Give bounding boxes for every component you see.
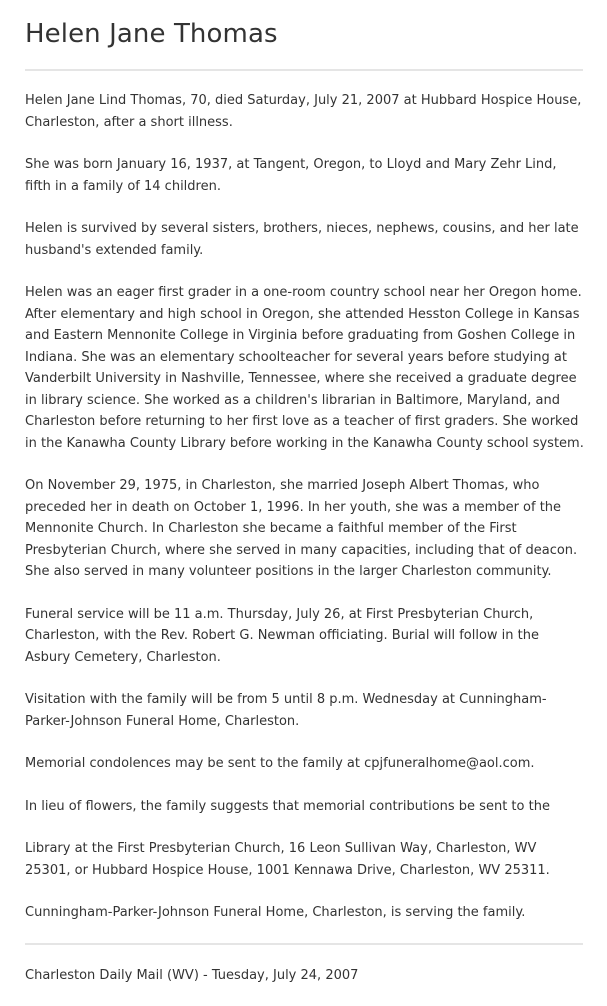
footer-divider [25, 943, 583, 945]
paragraph-education-career: Helen was an eager first grader in a one-room country school near her Oregon home. After elementary and high school in Oregon, she attended Hesston College in Kansas and Eastern Mennonite College in Virginia before graduating from Goshen College in Indiana. She was an elementary schoolteacher for several years before studying at Vanderbilt University in Nashville, Tennessee, where she received a graduate degree in library science. She worked as a children's librarian in Baltimore, Maryland, and Charleston before returning to her first love as a teacher of first graders. She worked in the Kanawha County Library before working in the Kanawha County school system. [25, 285, 584, 451]
paragraph-funeral-service: Funeral service will be 11 a.m. Thursday, July 26, at First Presbyterian Church, Charleston, with the Rev. Robert G. Newman officiating. Burial will follow in the Asbury Cemetery, Charleston. [25, 606, 539, 665]
paragraph-survivors: Helen is survived by several sisters, brothers, nieces, nephews, cousins, and her late husband's extended family. [25, 221, 579, 258]
paragraph-condolences: Memorial condolences may be sent to the family at cpjfuneralhome@aol.com. [25, 756, 535, 771]
title-divider [25, 69, 583, 71]
paragraph-marriage-church: On November 29, 1975, in Charleston, she married Joseph Albert Thomas, who preceded her in death on October 1, 1996. In her youth, she was a member of the Mennonite Church. In Charleston she became a faithful member of the First Presbyterian Church, where she served in many capacities, including that of deacon. She also served in many volunteer positions in the larger Charleston community. [25, 478, 578, 579]
paragraph-visitation: Visitation with the family will be from 5 until 8 p.m. Wednesday at Cunningham-Parker-Johnson Funeral Home, Charleston. [25, 692, 547, 729]
obituary-body [25, 90, 585, 945]
paragraph-funeral-home: Cunningham-Parker-Johnson Funeral Home, Charleston, is serving the family. [25, 905, 526, 920]
paragraph-memorial-addresses: Library at the First Presbyterian Church, 16 Leon Sullivan Way, Charleston, WV 25301, or Hubbard Hospice House, 1001 Kennawa Drive, Charleston, WV 25311. [25, 841, 550, 878]
page-title: Helen Jane Thomas [25, 19, 278, 49]
paragraph-in-lieu-of-flowers: In lieu of flowers, the family suggests that memorial contributions be sent to the [25, 798, 550, 814]
source-credit: Charleston Daily Mail (WV) - Tuesday, July 24, 2007 [25, 968, 359, 983]
paragraph-death-notice: Helen Jane Lind Thomas, 70, died Saturday, July 21, 2007 at Hubbard Hospice House, Charleston, after a short illness. [25, 93, 582, 130]
paragraph-birth: She was born January 16, 1937, at Tangent, Oregon, to Lloyd and Mary Zehr Lind, fifth in a family of 14 children. [25, 157, 557, 194]
